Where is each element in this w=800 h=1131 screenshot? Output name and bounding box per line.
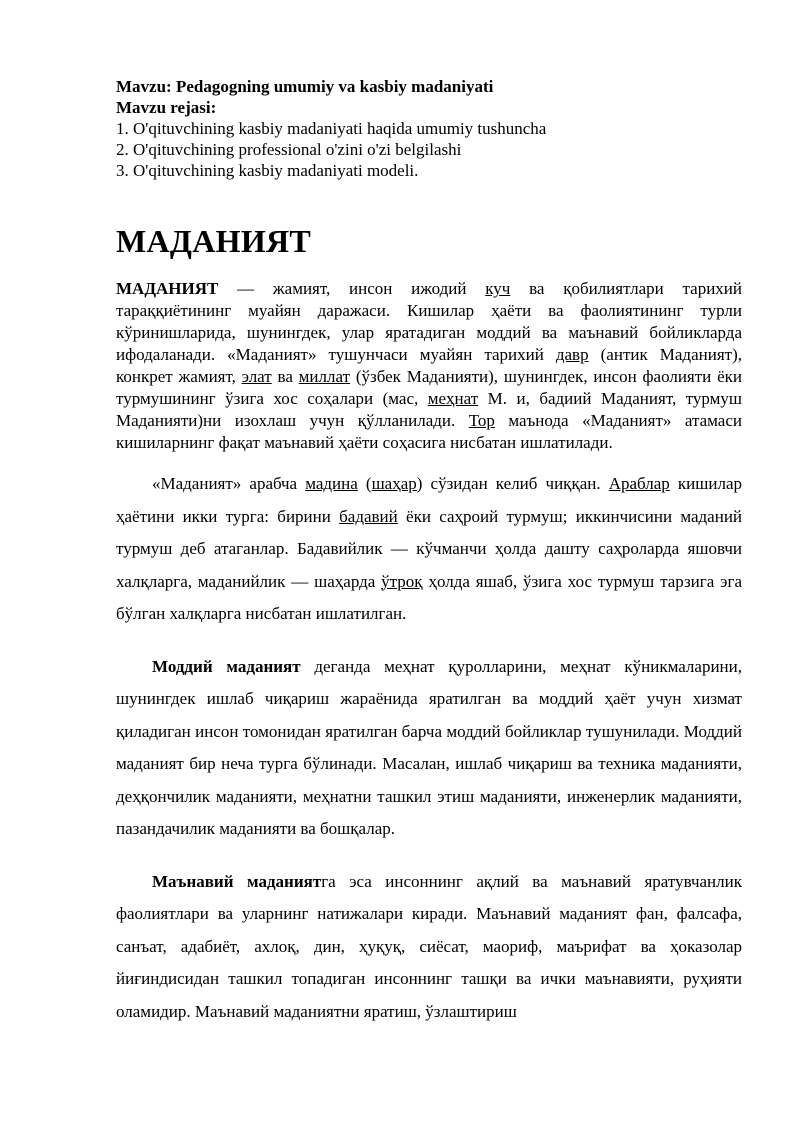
link-millat[interactable]: миллат <box>298 367 351 386</box>
topic-header <box>116 76 742 181</box>
definition-paragraph: МАДАНИЯТ — жамият, инсон ижодий куч ва қобилиятлари тарихий тараққиётининг муайян даражаси. Кишилар ҳаёти ва фаолиятининг турли кўринишларида, шунингдек, улар яратадиган моддий ва маънавий бойликларда ифодаланади. «Маданият» тушунчаси муайян тарихий давр (антик Маданият), конкрет жамият, элат ва миллат (ўзбек Маданияти), шунингдек, инсон фаолияти ёки турмушининг ўзига хос соҳалари (мас, меҳнат М. и, бадиий Маданият, турмуш Маданияти)ни изохлаш учун қўлланилади. Тор маънода «Маданият» атамаси кишиларнинг фақат маънавий ҳаёти соҳасига нисбатан ишлатилади. <box>116 279 742 452</box>
link-kuch[interactable]: куч <box>485 279 511 298</box>
document-page <box>116 76 742 1028</box>
link-madina[interactable]: мадина <box>305 474 358 493</box>
plan-title: Mavzu rejasi: <box>116 98 217 117</box>
plan-item-1: 1. O'qituvchining kasbiy madaniyati haqida umumiy tushuncha <box>116 119 547 138</box>
etymology-paragraph: «Маданият» арабча мадина (шаҳар) сўзидан келиб чиққан. Араблар кишилар ҳаётини икки турга: бирини бадавий ёки саҳроий турмуш; иккинчисини маданий турмуш деб атаганлар. Бадавийлик — кўчманчи ҳолда дашту саҳроларда яшовчи халқларга, маданийлик — шаҳарда ўтроқ ҳолда яшаб, ўзига хос турмуш тарзига эга бўлган халқларга нисбатан ишлатилган. <box>116 474 743 623</box>
link-davr[interactable]: давр <box>555 345 589 364</box>
material-culture-paragraph: Моддий маданият деганда меҳнат қуролларини, меҳнат кўникмаларини, шунингдек ишлаб чиқариш жараёнида яратилган ва моддий ҳаёт учун хизмат қиладиган инсон томонидан яратилган барча моддий бойликлар тушунилади. Моддий маданият бир неча турга бўлинади. Масалан, ишлаб чиқариш ва техника маданияти, деҳқончилик маданияти, меҳнатни ташкил этиш маданияти, инженерлик маданияти, пазандачилик маданияти ва бошқалар. <box>116 656 742 838</box>
link-arablar[interactable]: Араблар <box>608 474 670 493</box>
material-culture-term: Моддий маданият <box>152 656 301 676</box>
section-heading: МАДАНИЯТ <box>116 223 312 259</box>
spiritual-culture-term: Маънавий маданият <box>152 871 322 891</box>
definition-term: МАДАНИЯТ <box>116 279 219 298</box>
link-badaviy[interactable]: бадавий <box>339 506 398 526</box>
link-mehnat[interactable]: меҳнат <box>427 389 479 408</box>
spiritual-culture-paragraph: Маънавий маданиятга эса инсоннинг ақлий ва маънавий яратувчанлик фаолиятлари ва уларнинг натижалари киради. Маънавий маданият фан, фалсафа, санъат, адабиёт, ахлоқ, дин, ҳуқуқ, сиёсат, маориф, маърифат ва ҳоказолар йиғиндисидан ташкил топадиган инсоннинг ташқи ва ички маънавияти, руҳияти оламидир. Маънавий маданиятни яратиш, ўзлаштириш <box>116 871 742 1021</box>
link-tor[interactable]: Тор <box>468 411 495 430</box>
topic-title: Mavzu: Pedagogning umumiy va kasbiy madaniyati <box>116 77 494 96</box>
link-shahar[interactable]: шаҳар <box>371 474 417 493</box>
plan-item-2: 2. O'qituvchining professional o'zini o'zi belgilashi <box>116 140 462 159</box>
link-utroq[interactable]: ўтроқ <box>381 571 423 591</box>
plan-item-3: 3. O'qituvchining kasbiy madaniyati modeli. <box>116 161 419 180</box>
link-elat[interactable]: элат <box>241 367 272 386</box>
